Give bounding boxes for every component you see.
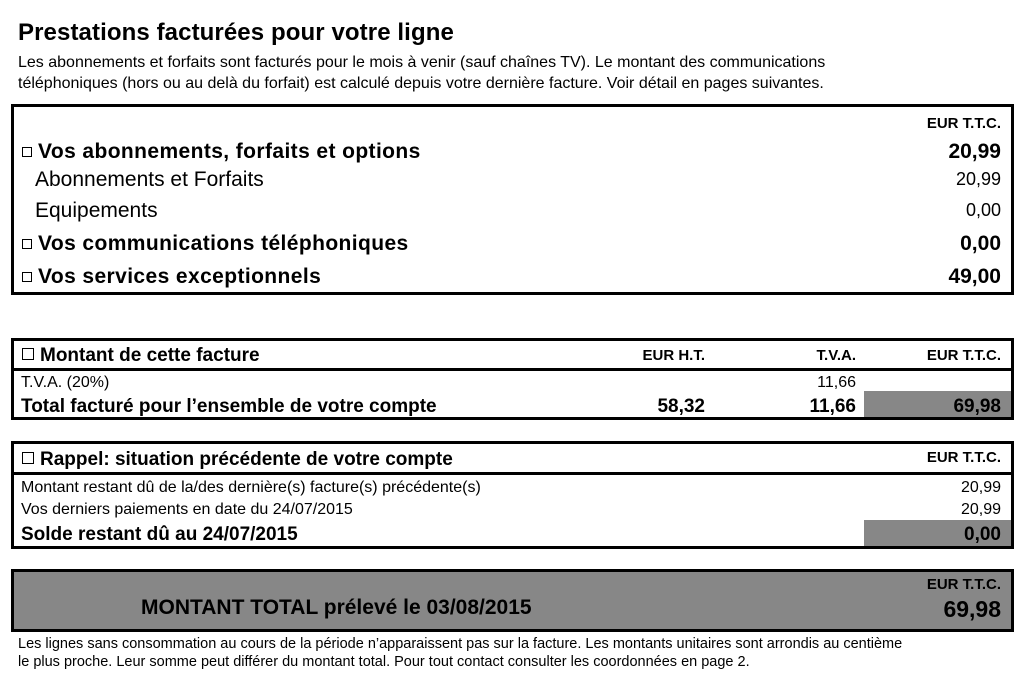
checkbox-square-icon (22, 239, 32, 249)
page-title: Prestations facturées pour votre ligne (18, 19, 454, 46)
services-row-equipment: Equipements (35, 199, 158, 222)
services-amount-plans: 20,99 (955, 169, 1001, 189)
checkbox-square-icon (22, 147, 32, 157)
intro-line-1: Les abonnements et forfaits sont facturés pour le mois à venir (sauf chaînes TV). Le montant des communications (18, 54, 826, 71)
reminder-divider (14, 472, 1011, 475)
invoice-box (11, 338, 1014, 420)
invoice-total-ht: 58,32 (657, 396, 705, 417)
checkbox-square-icon (22, 272, 32, 282)
footer-line-1: Les lignes sans consommation au cours de la période n’apparaissent pas sur la facture. Les montants unitaires sont arrondis au centième (18, 636, 903, 652)
intro-text (18, 52, 825, 94)
invoice-total-label: Total facturé pour l’ensemble de votre compte (21, 396, 437, 417)
grand-total-amount: 69,98 (943, 596, 1001, 622)
services-row-exceptional: Vos services exceptionnels (22, 265, 321, 289)
invoice-col-ht: EUR H.T. (642, 347, 705, 364)
services-box (11, 104, 1014, 295)
services-row-subscriptions: Vos abonnements, forfaits et options (22, 140, 421, 164)
services-amount-communications: 0,00 (960, 232, 1001, 255)
invoice-total-tva: 11,66 (809, 396, 856, 417)
checkbox-square-icon (22, 348, 34, 360)
footer-line-2: le plus proche. Leur somme peut différer du montant total. Pour tout contact consulter les coordonnées en page 2. (18, 654, 750, 670)
reminder-amount-payments: 20,99 (960, 501, 1001, 518)
reminder-amount-previous: 20,99 (960, 479, 1001, 496)
footer-note (18, 635, 902, 671)
grand-total-label: MONTANT TOTAL prélevé le 03/08/2015 (141, 596, 532, 619)
services-amount-equipment: 0,00 (965, 200, 1001, 220)
invoice-col-tva: T.V.A. (816, 347, 856, 364)
reminder-title: Rappel: situation précédente de votre compte (22, 449, 453, 471)
services-amount-subscriptions: 20,99 (948, 140, 1001, 163)
checkbox-square-icon (22, 452, 34, 464)
reminder-balance-amount: 0,00 (964, 524, 1001, 545)
invoice-col-ttc: EUR T.T.C. (926, 347, 1001, 364)
services-amount-exceptional: 49,00 (948, 265, 1001, 288)
invoice-title: Montant de cette facture (22, 345, 260, 367)
invoice-total-ttc: 69,98 (953, 396, 1001, 417)
reminder-row-payments: Vos derniers paiements en date du 24/07/2015 (21, 501, 353, 518)
reminder-row-previous: Montant restant dû de la/des dernière(s) facture(s) précédente(s) (21, 479, 481, 496)
reminder-box (11, 441, 1014, 549)
grand-total-currency: EUR T.T.C. (926, 576, 1001, 593)
reminder-col-ttc: EUR T.T.C. (926, 449, 1001, 466)
grand-total-box (11, 569, 1014, 632)
intro-line-2: téléphoniques (hors ou au delà du forfait) est calculé depuis votre dernière facture. Voir détail en pages suivantes. (18, 75, 824, 92)
services-row-communications: Vos communications téléphoniques (22, 232, 409, 256)
services-row-plans: Abonnements et Forfaits (35, 168, 264, 191)
services-currency-header: EUR T.T.C. (926, 115, 1001, 132)
invoice-tva-label: T.V.A. (20%) (21, 374, 110, 391)
invoice-divider (14, 368, 1011, 371)
reminder-balance-label: Solde restant dû au 24/07/2015 (21, 524, 298, 545)
invoice-tva-value: 11,66 (817, 374, 856, 391)
